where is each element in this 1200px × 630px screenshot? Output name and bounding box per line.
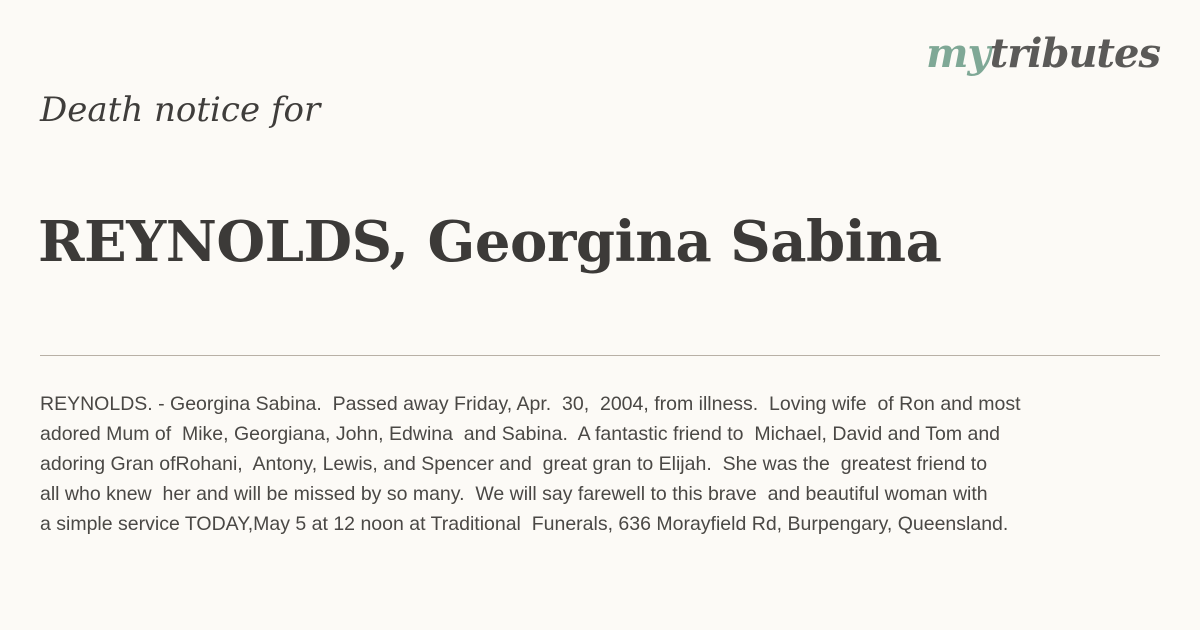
notice-subtitle: Death notice for xyxy=(40,90,321,130)
notice-text: REYNOLDS. - Georgina Sabina. Passed away Friday, Apr. 30, 2004, from illness. Loving wife of Ron and most adored Mum of Mike, Georgiana, John, Edwina and Sabina. A fantastic friend to Michael, David and Tom and adoring Gran ofRohani, Antony, Lewis, and Spencer and great gran to Elijah. She was the greatest friend to all who knew her and will be missed by so many. We will say farewell to this brave and beautiful woman with a simple service TODAY,May 5 at 12 noon at Traditional Funerals, 636 Morayfield Rd, Burpengary, Queensland. xyxy=(40,393,1021,535)
logo-part-my: my xyxy=(926,30,990,77)
deceased-name: REYNOLDS, Georgina Sabina xyxy=(38,209,942,275)
mytributes-logo xyxy=(926,30,1160,77)
logo-part-tributes: tributes xyxy=(989,30,1160,77)
divider xyxy=(40,355,1160,356)
